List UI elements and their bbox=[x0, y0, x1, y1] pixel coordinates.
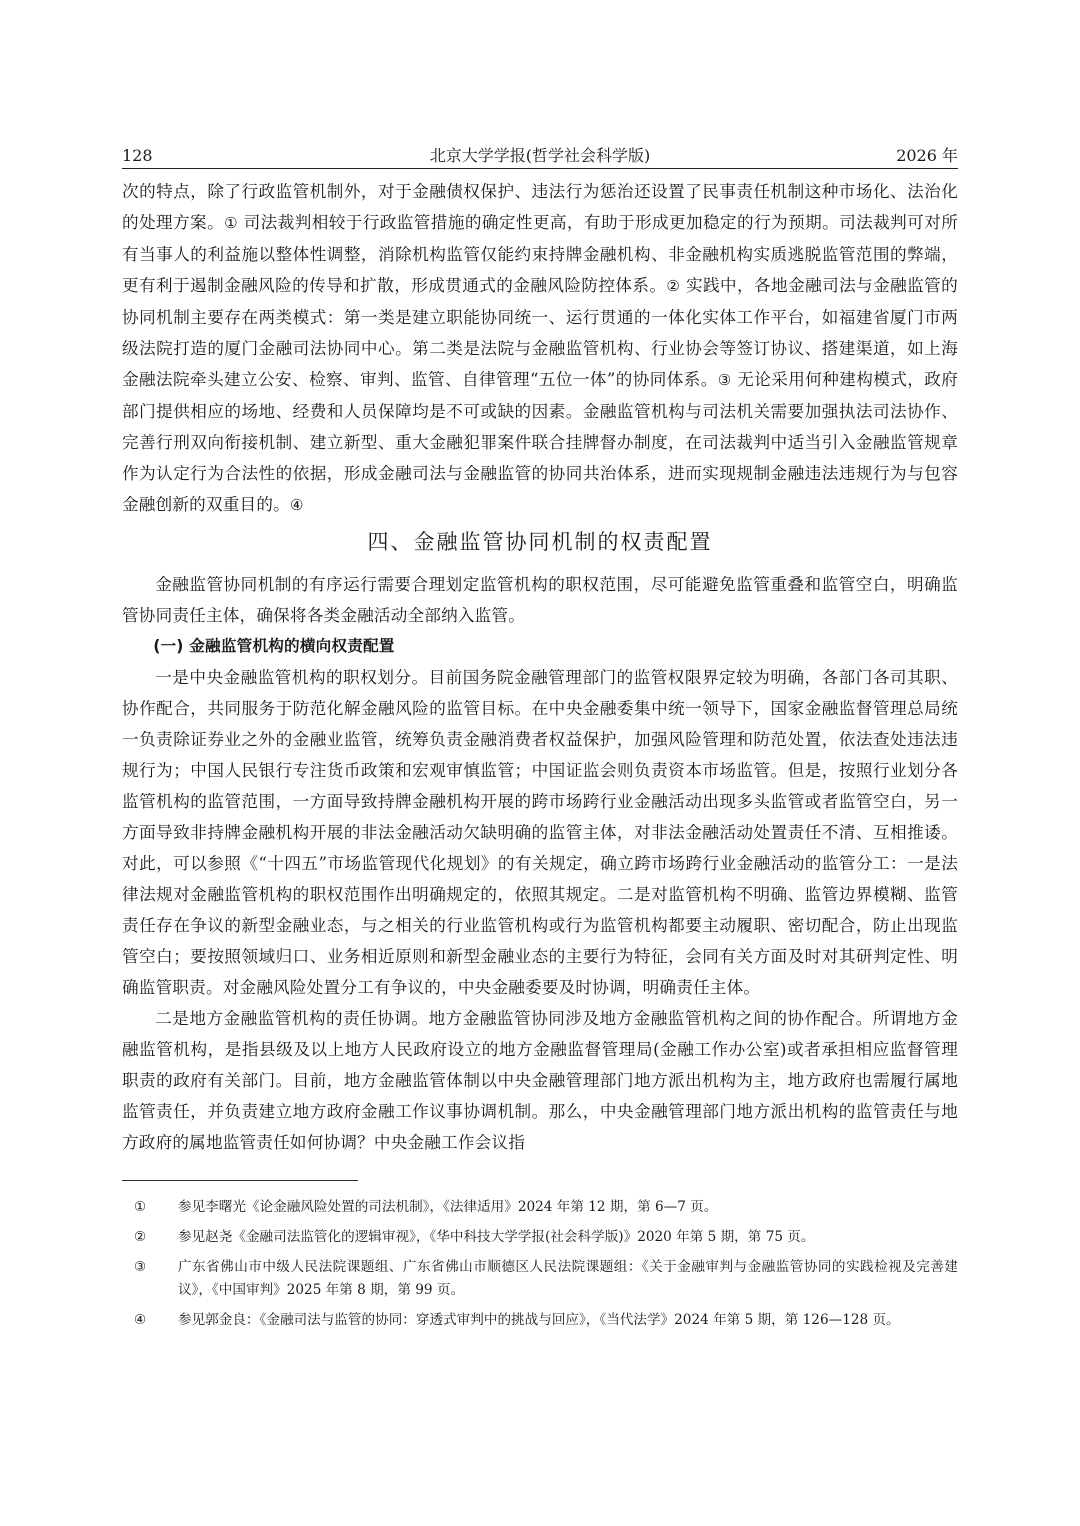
page-number: 128 bbox=[122, 146, 153, 165]
footnote-mark: ③ bbox=[134, 1259, 147, 1275]
footnote-rule bbox=[122, 1180, 358, 1181]
paragraph: 一是中央金融监管机构的职权划分。目前国务院金融管理部门的监管权限界定较为明确，各部门各司其职、协作配合，共同服务于防范化解金融风险的监管目标。在中央金融委集中统一领导下，国家金融监督管理总局统一负责除证券业之外的金融业监管，统筹负责金融消费者权益保护，加强风险管理和防范处置，依法查处违法违规行为；中国人民银行专注货币政策和宏观审慎监管；中国证监会则负责资本市场监管。但是，按照行业划分各监管机构的监管范围，一方面导致持牌金融机构开展的跨市场跨行业金融活动出现多头监管或者监管空白，另一方面导致非持牌金融机构开展的非法金融活动欠缺明确的监管主体，对非法金融活动处置责任不清、互相推诿。对此，可以参照《“十四五”市场监管现代化规划》的有关规定，确立跨市场跨行业金融活动的监管分工：一是法律法规对金融监管机构的职权范围作出明确规定的，依照其规定。二是对监管机构不明确、监管边界模糊、监管责任存在争议的新型金融业态，与之相关的行业监管机构或行为监管机构都要主动履职、密切配合，防止出现监管空白；要按照领域归口、业务相近原则和新型金融业态的主要行为特征，会同有关方面及时对其研判定性、明确监管职责。对金融风险处置分工有争议的，中央金融委要及时协调，明确责任主体。 bbox=[122, 668, 958, 997]
footnote-item bbox=[122, 1196, 958, 1219]
subsection-heading: (一) 金融监管机构的横向权责配置 bbox=[153, 637, 395, 655]
paragraph-text: 次的特点，除了行政监管机制外，对于金融债权保护、违法行为惩治还设置了民事责任机制这种市场化、法治化的处理方案。 bbox=[122, 182, 958, 232]
footnote-text: 参见李曙光《论金融风险处置的司法机制》，《法律适用》2024 年第 12 期，第 6—7 页。 bbox=[178, 1199, 718, 1215]
footnote-text: 参见赵尧《金融司法监管化的逻辑审视》，《华中科技大学学报(社会科学版)》2020 年第 5 期，第 75 页。 bbox=[178, 1229, 815, 1245]
publication-year: 2026 年 bbox=[896, 146, 958, 165]
paragraph-text: 实践中，各地金融司法与金融监管的协同机制主要存在两类模式：第一类是建立职能协同统一、运行贯通的一体化实体工作平台，如福建省厦门市两级法院打造的厦门金融司法协同中心。第二类是法院与金融监管机构、行业协会等签订协议、搭建渠道，如上海金融法院牵头建立公安、检察、审判、监管、自律管理“五位一体”的协同体系。 bbox=[122, 276, 958, 389]
footnote-ref-1[interactable]: ① bbox=[224, 214, 238, 232]
footnote-mark: ② bbox=[134, 1229, 147, 1245]
paragraph-text: 司法裁判相较于行政监管措施的确定性更高，有助于形成更加稳定的行为预期。司法裁判可对所有当事人的利益施以整体性调整，消除机构监管仅能约束持牌金融机构、非金融机构实质逃脱监管范围的弊端，更有利于遏制金融风险的传导和扩散，形成贯通式的金融风险防控体系。 bbox=[122, 213, 959, 295]
footnote-text: 广东省佛山市中级人民法院课题组、广东省佛山市顺德区人民法院课题组：《关于金融审判与金融监管协同的实践检视及完善建议》，《中国审判》2025 年第 8 期，第 99 页。 bbox=[178, 1259, 958, 1298]
paragraph: 二是地方金融监管机构的责任协调。地方金融监管协同涉及地方金融监管机构之间的协作配合。所谓地方金融监管机构，是指县级及以上地方人民政府设立的地方金融监督管理局(金融工作办公室)或者承担相应监督管理职责的政府有关部门。目前，地方金融监管体制以中央金融管理部门地方派出机构为主，地方政府也需履行属地监管责任，并负责建立地方政府金融工作议事协调机制。那么，中央金融管理部门地方派出机构的监管责任与地方政府的属地监管责任如何协调？中央金融工作会议指 bbox=[122, 1009, 958, 1152]
footnote-ref-3[interactable]: ③ bbox=[717, 371, 732, 389]
paragraph-text: 无论采用何种建构模式，政府部门提供相应的场地、经费和人员保障均是不可或缺的因素。金融监管机构与司法机关需要加强执法司法协作、完善行刑双向衔接机制、建立新型、重大金融犯罪案件联合挂牌督办制度，在司法裁判中适当引入金融监管规章作为认定行为合法性的依据，形成金融司法与金融监管的协同共治体系，进而实现规制金融违法违规行为与包容金融创新的双重目的。 bbox=[122, 370, 958, 514]
footnote-text: 参见郭金良：《金融司法与监管的协同：穿透式审判中的挑战与回应》，《当代法学》2024 年第 5 期，第 126—128 页。 bbox=[178, 1312, 900, 1328]
header-rule bbox=[122, 168, 958, 169]
footnotes bbox=[122, 1196, 958, 1339]
footnote-mark: ① bbox=[134, 1199, 147, 1215]
footnote-ref-2[interactable]: ② bbox=[666, 277, 681, 295]
footnote-item bbox=[122, 1256, 958, 1302]
footnote-item bbox=[122, 1309, 958, 1332]
paragraph-continued bbox=[122, 176, 958, 521]
running-header bbox=[122, 143, 958, 169]
footnote-item bbox=[122, 1226, 958, 1249]
section-heading: 四、金融监管协同机制的权责配置 bbox=[367, 530, 713, 554]
journal-title: 北京大学学报(哲学社会科学版) bbox=[429, 146, 651, 165]
footnote-ref-4[interactable]: ④ bbox=[289, 496, 304, 514]
paragraph: 金融监管协同机制的有序运行需要合理划定监管机构的职权范围，尽可能避免监管重叠和监管空白，明确监管协同责任主体，确保将各类金融活动全部纳入监管。 bbox=[122, 575, 958, 625]
footnote-mark: ④ bbox=[134, 1312, 147, 1328]
main-text bbox=[122, 176, 958, 1158]
